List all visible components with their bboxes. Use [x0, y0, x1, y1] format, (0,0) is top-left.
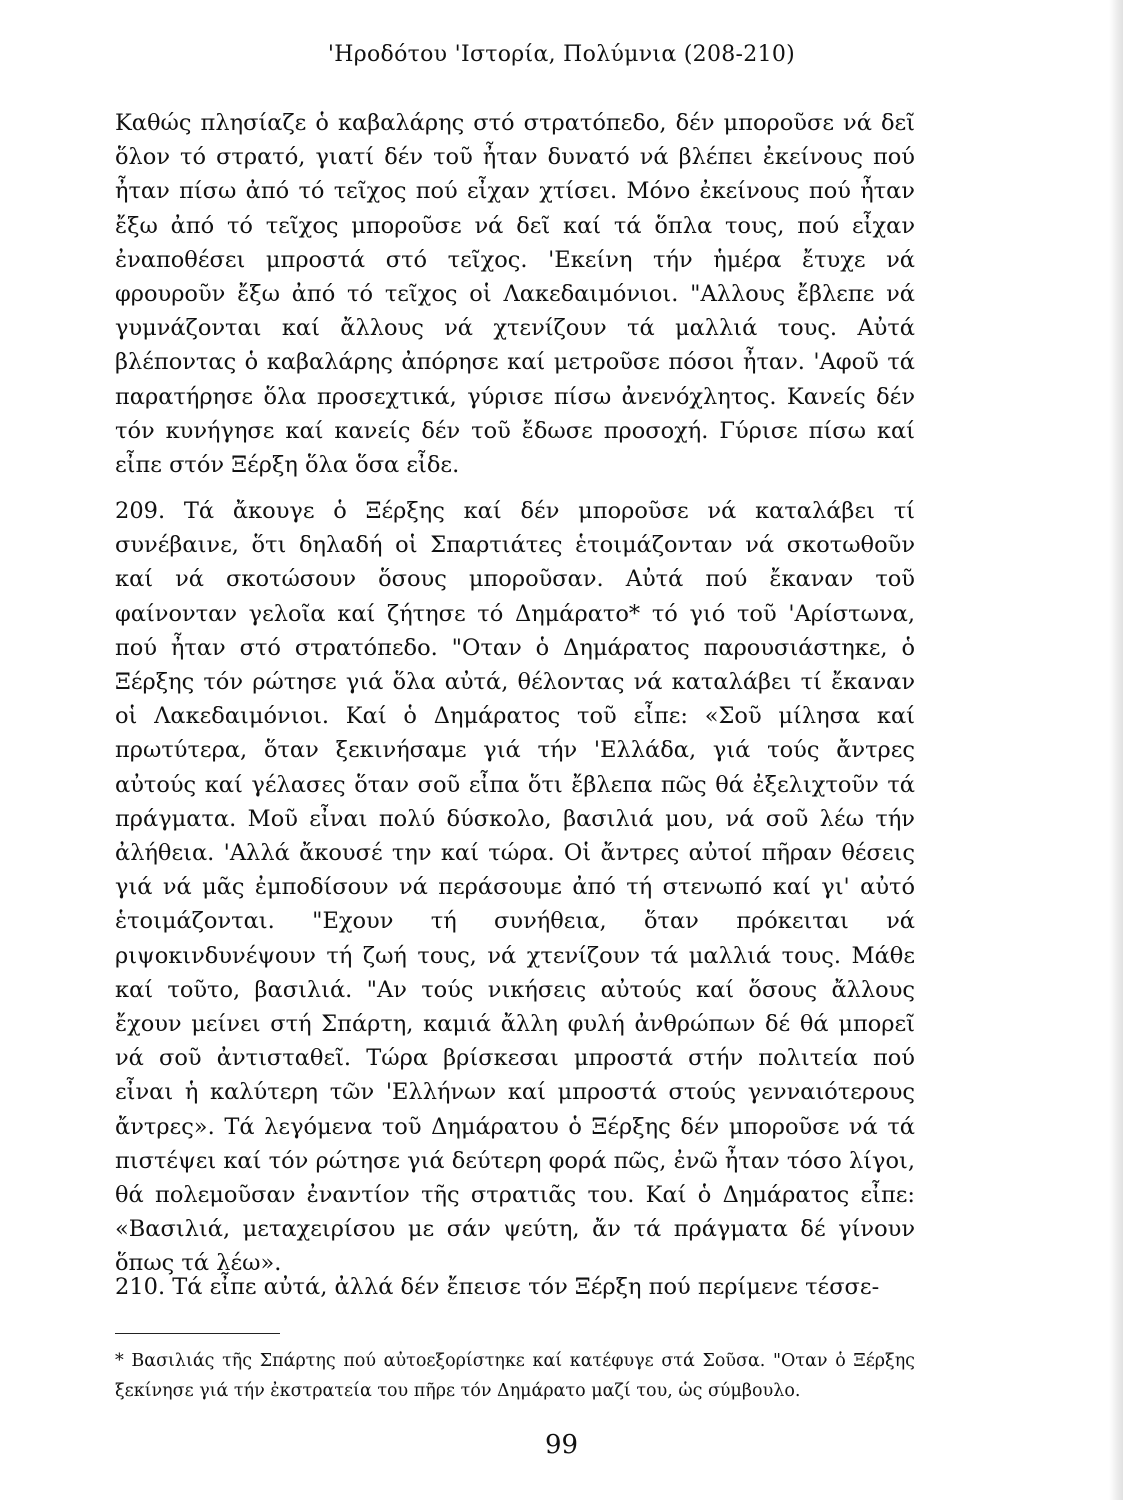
- page-number: 99: [544, 1430, 579, 1460]
- paragraph-text: 210. Τά εἶπε αὐτά, ἀλλά δέν ἔπεισε τόν Ξέρξη πού περίμενε τέσσε-: [115, 1274, 880, 1300]
- paragraph-text: Καθώς πλησίαζε ὁ καβαλάρης στό στρατόπεδο, δέν μποροῦσε νά δεῖ ὅλον τό στρατό, γιατί δέν τοῦ ἦταν δυνατό νά βλέπει ἐκείνους πού ἦταν πίσω ἀπό τό τεῖχος πού εἶχαν χτίσει. Μόνο ἐκείνους πού ἦταν ἔξω ἀπό τό τεῖχος μποροῦσε νά δεῖ καί τά ὅπλα τους, πού εἶχαν ἐναποθέσει μπροστά στό τεῖχος. 'Εκείνη τήν ἡμέρα ἔτυχε νά φρουροῦν ἔξω ἀπό τό τεῖχος οἱ Λακεδαιμόνιοι. "Αλλους ἔβλεπε νά γυμνάζονται καί ἄλλους νά χτενίζουν τά μαλλιά τους. Αὐτά βλέποντας ὁ καβαλάρης ἀπόρησε καί μετροῦσε πόσοι ἦταν. 'Αφοῦ τά παρατήρησε ὅλα προσεχτικά, γύρισε πίσω ἀνενόχλητος. Κανείς δέν τόν κυνήγησε καί κανείς δέν τοῦ ἔδωσε προσοχή. Γύρισε πίσω καί εἶπε στόν Ξέρξη ὅλα ὅσα εἶδε.: [115, 110, 915, 479]
- paragraph-208-continuation: [115, 106, 915, 482]
- running-head: 'Ηροδότου 'Ιστορία, Πολύμνια (208-210): [327, 42, 796, 67]
- paragraph-text: 209. Τά ἄκουγε ὁ Ξέρξης καί δέν μποροῦσε νά καταλάβει τί συνέβαινε, ὅτι δηλαδή οἱ Σπαρτιάτες ἑτοιμάζονταν νά σκοτωθοῦν καί νά σκοτώσουν ὅσους μποροῦσαν. Αὐτά πού ἔκαναν τοῦ φαίνονταν γελοῖα καί ζήτησε τό Δημάρατο* τό γιό τοῦ 'Αρίστωνα, πού ἦταν στό στρατόπεδο. "Οταν ὁ Δημάρατος παρουσιάστηκε, ὁ Ξέρξης τόν ρώτησε γιά ὅλα αὐτά, θέλοντας νά καταλάβει τί ἔκαναν οἱ Λακεδαιμόνιοι. Καί ὁ Δημάρατος τοῦ εἶπε: «Σοῦ μίλησα καί πρωτύτερα, ὅταν ξεκινήσαμε γιά τήν 'Ελλάδα, γιά τούς ἄντρες αὐτούς καί γέλασες ὅταν σοῦ εἶπα ὅτι ἔβλεπα πῶς θά ἐξελιχτοῦν τά πράγματα. Μοῦ εἶναι πολύ δύσκολο, βασιλιά μου, νά σοῦ λέω τήν ἀλήθεια. 'Αλλά ἄκουσέ την καί τώρα. Οἱ ἄντρες αὐτοί πῆραν θέσεις γιά νά μᾶς ἐμποδίσουν νά περάσουμε ἀπό τή στενωπό καί γι' αὐτό ἑτοιμάζονται. "Εχουν τή συνήθεια, ὅταν πρόκειται νά ριψοκινδυνέψουν τή ζωή τους, νά χτενίζουν τά μαλλιά τους. Μάθε καί τοῦτο, βασιλιά. "Αν τούς νικήσεις αὐτούς καί ὅσους ἄλλους ἔχουν μείνει στή Σπάρτη, καμιά ἄλλη φυλή ἀνθρώπων δέ θά μπορεῖ νά σοῦ ἀντισταθεῖ. Τώρα βρίσκεσαι μπροστά στήν πολιτεία πού εἶναι ἡ καλύτερη τῶν 'Ελλήνων καί μπροστά στούς γενναιότερους ἄντρες». Τά λεγόμενα τοῦ Δημάρατου ὁ Ξέρξης δέν μποροῦσε νά τά πιστέψει καί τόν ρώτησε γιά δεύτερη φορά πῶς, ἐνῶ ἦταν τόσο λίγοι, θά πολεμοῦσαν ἐναντίον τῆς στρατιᾶς του. Καί ὁ Δημάρατος εἶπε: «Βασιλιά, μεταχειρίσου με σάν ψεύτη, ἄν τά πράγματα δέ γίνουν ὅπως τά λέω».: [115, 498, 915, 1277]
- footnote-rule: [115, 1333, 280, 1334]
- page-edge-shadow: [1109, 0, 1123, 1500]
- paragraph-210: [115, 1270, 915, 1304]
- footnote: * Βασιλιάς τῆς Σπάρτης πού αὐτοεξορίστηκε καί κατέφυγε στά Σοῦσα. "Οταν ὁ Ξέρξης ξεκίνησε γιά τήν ἐκστρατεία του πῆρε τόν Δημάρατο μαζί του, ὡς σύμβουλο.: [115, 1351, 915, 1401]
- paragraph-209: [115, 494, 915, 1281]
